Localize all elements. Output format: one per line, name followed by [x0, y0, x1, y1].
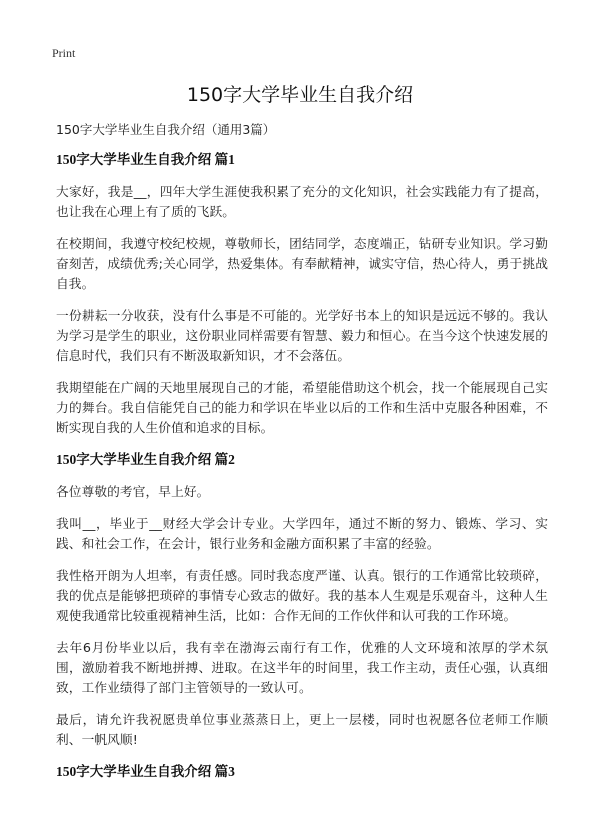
- paragraph: 大家好，我是__，四年大学生涯使我积累了充分的文化知识，社会实践能力有了提高，也让我在心理上有了质的飞跃。: [56, 184, 548, 219]
- document-body: [56, 120, 548, 794]
- paragraph: 各位尊敬的考官，早上好。: [56, 484, 210, 499]
- paragraph: 我叫__，毕业于__财经大学会计专业。大学四年，通过不断的努力、锻炼、学习、实践、和社会工作，在会计，银行业务和金融方面积累了丰富的经验。: [56, 516, 548, 551]
- paragraph: 在校期间，我遵守校纪校规，尊敬师长，团结同学，态度端正，钻研专业知识。学习勤奋刻苦，成绩优秀;关心同学，热爱集体。有奉献精神，诚实守信，热心待人，勇于挑战自我。: [56, 236, 548, 291]
- paragraph: 一份耕耘一分收获，没有什么事是不可能的。光学好书本上的知识是远远不够的。我认为学习是学生的职业，这份职业同样需要有智慧、毅力和恒心。在当今这个快速发展的信息时代，我们只有不断汲取新知识，才不会落伍。: [56, 308, 548, 363]
- section-heading-3: 150字大学毕业生自我介绍 篇3: [56, 764, 235, 779]
- page-title: 150字大学毕业生自我介绍: [186, 84, 414, 106]
- paragraph: 我性格开朗为人坦率，有责任感。同时我态度严谨、认真。银行的工作通常比较琐碎，我的优点是能够把琐碎的事情专心致志的做好。我的基本人生观是乐观奋斗，这种人生观使我通常比较重视精神生活，比如：合作无间的工作伙伴和认可我的工作环境。: [56, 568, 548, 623]
- print-link[interactable]: Print: [52, 46, 76, 60]
- paragraph: 去年6月份毕业以后，我有幸在渤海云南行有工作，优雅的人文环境和浓厚的学术氛围，激励着我不断地拼搏、进取。在这半年的时间里，我工作主动，责任心强，认真细致，工作业绩得了部门主管领导的一致认可。: [56, 640, 548, 695]
- document-subtitle: 150字大学毕业生自我介绍（通用3篇）: [56, 122, 276, 137]
- section-heading-1: 150字大学毕业生自我介绍 篇1: [56, 152, 235, 167]
- section-heading-2: 150字大学毕业生自我介绍 篇2: [56, 452, 235, 467]
- paragraph: 最后，请允许我祝愿贵单位事业蒸蒸日上，更上一层楼，同时也祝愿各位老师工作顺利、一帆风顺!: [56, 712, 548, 747]
- paragraph: 我期望能在广阔的天地里展现自己的才能，希望能借助这个机会，找一个能展现自己实力的舞台。我自信能凭自己的能力和学识在毕业以后的工作和生活中克服各种困难，不断实现自我的人生价值和追求的目标。: [56, 380, 548, 435]
